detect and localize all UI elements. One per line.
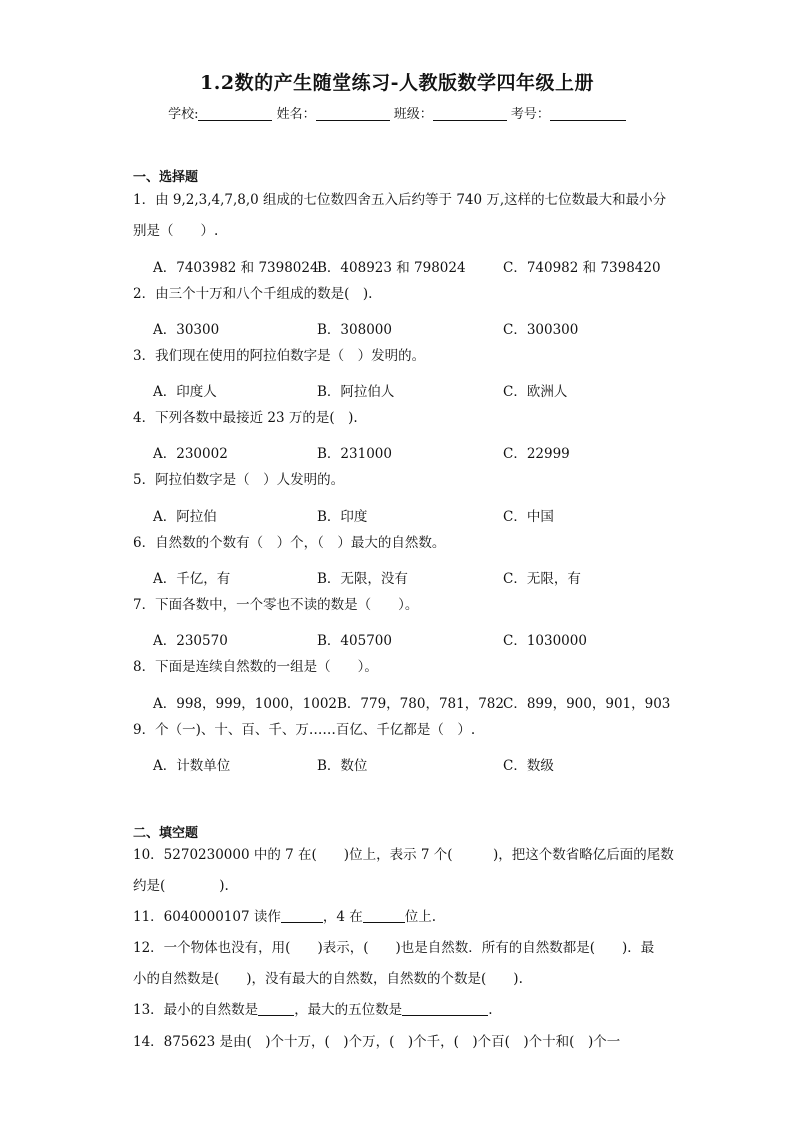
question-4: 4．下列各数中最接近 23 万的是( ). <box>133 410 358 426</box>
question-9-option-a: A．计数单位 <box>153 758 231 774</box>
school-label: 学校: <box>168 107 199 122</box>
question-1-option-b: B．408923 和 798024 <box>317 260 466 276</box>
class-blank[interactable] <box>433 106 507 121</box>
question-11-text-a: 11．6040000107 读作 <box>133 909 281 925</box>
question-10-line1: 10．5270230000 中的 7 在( )位上，表示 7 个( )，把这个数省略亿后面的尾数 <box>133 847 674 863</box>
question-5: 5．阿拉伯数字是（ ）人发明的。 <box>133 472 345 488</box>
question-8-options-ab: A．998，999，1000，1002B．779，780，781，782 <box>153 696 504 712</box>
question-4-option-b: B．231000 <box>317 446 392 462</box>
question-11-blank-1[interactable] <box>281 908 323 923</box>
question-13-text-c: . <box>488 1002 493 1018</box>
question-6: 6．自然数的个数有（ ）个，（ ）最大的自然数。 <box>133 535 446 551</box>
exam-number-blank[interactable] <box>550 106 626 121</box>
question-6-option-a: A．千亿，有 <box>153 571 231 587</box>
question-9: 9．个（一)、十、百、千、万……百亿、千亿都是（ ）. <box>133 722 476 738</box>
question-3: 3．我们现在使用的阿拉伯数字是（ ）发明的。 <box>133 348 426 364</box>
exam-number-label: 考号： <box>510 107 550 122</box>
question-9-option-b: B．数位 <box>317 758 368 774</box>
question-13-text-b: ，最大的五位数是 <box>294 1002 403 1018</box>
question-7: 7．下面各数中，一个零也不读的数是（ ）。 <box>133 597 419 613</box>
question-2-option-b: B．308000 <box>317 322 392 338</box>
name-label: 姓名： <box>276 107 316 122</box>
section-heading-choice: 一、选择题 <box>133 170 199 185</box>
question-6-option-c: C．无限，有 <box>503 571 581 587</box>
question-11-blank-2[interactable] <box>363 908 405 923</box>
question-3-option-b: B．阿拉伯人 <box>317 384 395 400</box>
question-1-option-a: A．7403982 和 7398024 <box>153 260 319 276</box>
question-7-option-c: C．1030000 <box>503 633 587 649</box>
question-11-text-b: ，4 在 <box>322 909 363 925</box>
question-8: 8．下面是连续自然数的一组是（ ）。 <box>133 659 378 675</box>
question-13-blank-1[interactable] <box>258 1001 294 1016</box>
question-4-option-a: A．230002 <box>153 446 228 462</box>
question-4-option-c: C．22999 <box>503 446 570 462</box>
question-7-option-b: B．405700 <box>317 633 392 649</box>
question-13 <box>133 995 492 1026</box>
question-2-option-c: C．300300 <box>503 322 579 338</box>
question-10-line2: 约是( ). <box>133 878 229 894</box>
question-12-line2: 小的自然数是( )，没有最大的自然数，自然数的个数是( ). <box>133 971 523 987</box>
question-5-option-c: C．中国 <box>503 509 554 525</box>
question-11 <box>133 902 436 933</box>
question-13-blank-2[interactable] <box>402 1001 488 1016</box>
question-5-option-a: A．阿拉伯 <box>153 509 217 525</box>
question-3-option-a: A．印度人 <box>153 384 217 400</box>
page-title: 1.2数的产生随堂练习-人教版数学四年级上册 <box>200 72 594 94</box>
question-5-option-b: B．印度 <box>317 509 368 525</box>
class-label: 班级： <box>393 107 433 122</box>
question-14: 14．875623 是由( )个十万，( )个万，( )个千，( )个百( )个十和( )个一 <box>133 1034 621 1050</box>
question-7-option-a: A．230570 <box>153 633 228 649</box>
question-1-line1: 1．由 9,2,3,4,7,8,0 组成的七位数四舍五入后约等于 740 万,这样的七位数最大和最小分 <box>133 192 667 208</box>
school-blank[interactable] <box>198 106 272 121</box>
question-2: 2．由三个十万和八个千组成的数是( ). <box>133 286 373 302</box>
student-info-line <box>0 103 794 122</box>
question-12-line1: 12．一个物体也没有，用( )表示，( )也是自然数．所有的自然数都是( )．最 <box>133 940 655 956</box>
question-2-option-a: A．30300 <box>153 322 220 338</box>
question-9-option-c: C．数级 <box>503 758 554 774</box>
name-blank[interactable] <box>316 106 390 121</box>
question-1-line2: 别是（ ）. <box>133 223 219 239</box>
question-8-option-c: C．899，900，901，903 <box>503 696 671 712</box>
section-heading-fill: 二、填空题 <box>133 826 199 841</box>
question-6-option-b: B．无限，没有 <box>317 571 408 587</box>
question-11-text-c: 位上. <box>404 909 437 925</box>
question-1-option-c: C．740982 和 7398420 <box>503 260 661 276</box>
question-13-text-a: 13．最小的自然数是 <box>133 1002 259 1018</box>
question-3-option-c: C．欧洲人 <box>503 384 568 400</box>
